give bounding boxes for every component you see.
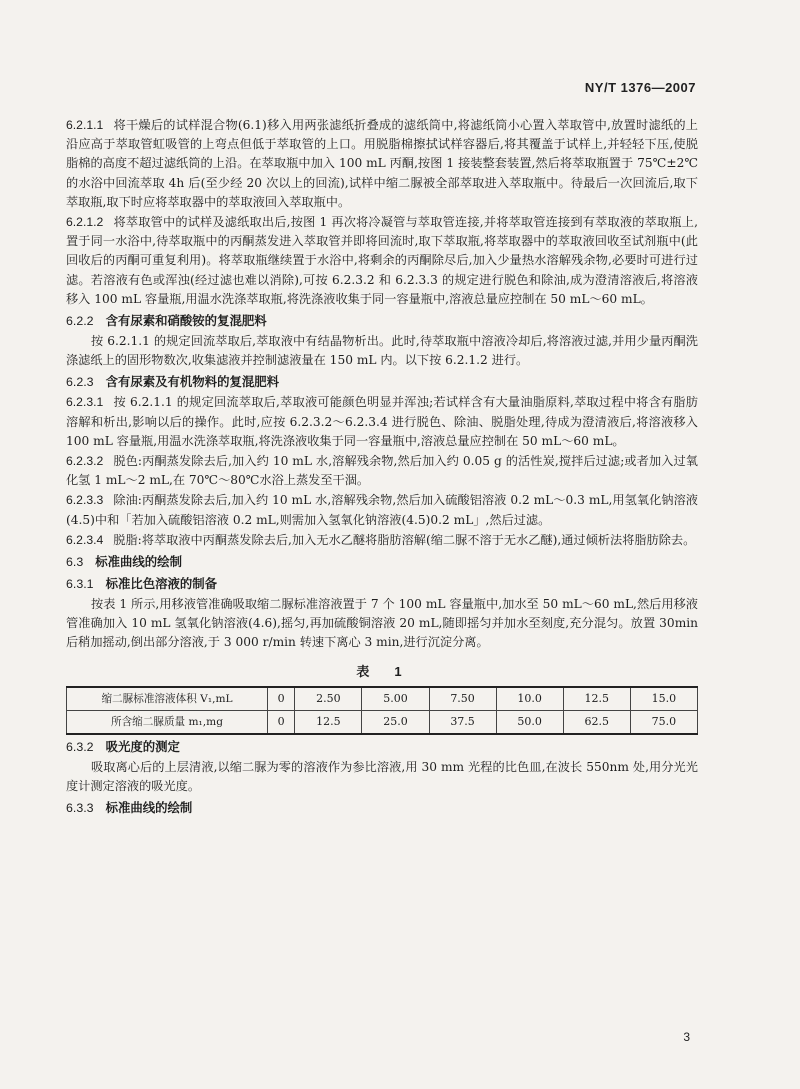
- heading-h63: [66, 552, 698, 572]
- heading-h622: [66, 311, 698, 331]
- heading-number: 6.2.2: [66, 314, 94, 329]
- table-cell: 75.0: [630, 710, 697, 734]
- paragraph-text: 脱色:丙酮蒸发除去后,加入约 10 mL 水,溶解残余物,然后加入约 0.05 g 的活性炭,搅拌后过滤;或者加入过氧化氢 1 mL～2 mL,在 70℃～80℃水浴上蒸发至干涸。: [66, 454, 698, 488]
- heading-title: 含有尿素及有机物料的复混肥料: [105, 375, 280, 390]
- table-cell: 7.50: [429, 687, 496, 711]
- table-cell: 10.0: [496, 687, 563, 711]
- row-header: 缩二脲标准溶液体积 V₁,mL: [67, 687, 268, 711]
- heading-title: 吸光度的测定: [105, 739, 180, 754]
- paragraph-p6234: [66, 531, 698, 550]
- table-cell: 2.50: [295, 687, 362, 711]
- table-cell: 62.5: [563, 710, 630, 734]
- heading-title: 标准比色溶液的制备: [105, 577, 218, 592]
- data-table: [66, 686, 698, 735]
- table-cell: 5.00: [362, 687, 429, 711]
- paragraph-text: 除油:丙酮蒸发除去后,加入约 10 mL 水,溶解残余物,然后加入硫酸铝溶液 0.2 mL～0.3 mL,用氢氧化钠溶液(4.5)中和「若加入硫酸铝溶液 0.2 mL,则需加入氢氧化钠溶液(4.5)0.2 mL」,然后过滤。: [66, 493, 698, 527]
- heading-h623: [66, 372, 698, 392]
- paragraph-text: 脱脂:将萃取液中丙酮蒸发除去后,加入无水乙醚将脂肪溶解(缩二脲不溶于无水乙醚),通过倾析法将脂肪除去。: [113, 532, 696, 547]
- heading-h631: [66, 574, 698, 594]
- clause-number: 6.2.1.2: [66, 215, 104, 230]
- heading-title: 标准曲线的绘制: [95, 555, 182, 570]
- table-cell: 25.0: [362, 710, 429, 734]
- heading-number: 6.3.3: [66, 801, 94, 816]
- paragraph-text: 按 6.2.1.1 的规定回流萃取后,萃取液可能颜色明显并浑浊;若试样含有大量油脂原料,萃取过程中将含有脂肪溶解和析出,影响以后的操作。此时,应按 6.2.3.2～6.2.3.4 进行脱色、除油、脱脂处理,待成为澄清液后,将溶液移入 100 mL 容量瓶,用温水洗涤萃取瓶,将洗涤液收集于同一容量瓶中,溶液总量应控制在 50 mL～60 mL。: [66, 395, 698, 448]
- table-cell: 0: [268, 710, 295, 734]
- document-body: [66, 116, 698, 819]
- clause-number: 6.2.3.1: [66, 395, 104, 410]
- page-number: 3: [683, 1030, 690, 1044]
- heading-number: 6.3.2: [66, 739, 94, 754]
- standard-code: NY/T 1376—2007: [584, 80, 696, 95]
- heading-title: 标准曲线的绘制: [105, 801, 193, 816]
- row-header: 所含缩二脲质量 m₁,mg: [67, 710, 268, 734]
- table-cell: 12.5: [295, 710, 362, 734]
- clause-number: 6.2.3.2: [66, 454, 104, 469]
- table-row: [67, 687, 698, 711]
- paragraph-text: 将干燥后的试样混合物(6.1)移入用两张滤纸折叠成的滤纸筒中,将滤纸筒小心置入萃取管中,放置时滤纸的上沿应高于萃取管虹吸管的上弯点但低于萃取管的上口。用脱脂棉擦拭试样容器后,将其覆盖于试样上,并轻轻下压,使脱脂棉的高度不超过滤纸筒的上沿。在萃取瓶中加入 100 mL 丙酮,按图 1 接装整套装置,然后将萃取瓶置于 75℃±2℃的水浴中回流萃取 4h 后(至少经 20 次以上的回流),试样中缩二脲被全部萃取进入萃取瓶中。待最后一次回流后,取下萃取瓶,取下时应将萃取器中的萃取液回入萃取瓶中。: [66, 118, 698, 209]
- clause-number: 6.2.3.3: [66, 493, 104, 508]
- table-title: 表 1: [356, 663, 408, 679]
- table-cell: 37.5: [429, 710, 496, 734]
- paragraph-p6231: [66, 393, 698, 451]
- heading-number: 6.3.1: [66, 577, 94, 592]
- heading-title: 含有尿素和硝酸铵的复混肥料: [105, 314, 267, 329]
- heading-h632: [66, 737, 698, 757]
- paragraph-p6233: [66, 491, 698, 529]
- heading-number: 6.3: [66, 555, 84, 570]
- heading-h633: [66, 798, 698, 818]
- table-cell: 15.0: [630, 687, 697, 711]
- table-cell: 0: [268, 687, 295, 711]
- paragraph-p631: 按表 1 所示,用移液管准确吸取缩二脲标准溶液置于 7 个 100 mL 容量瓶中,加水至 50 mL～60 mL,然后用移液管准确加入 10 mL 氢氧化钠溶液(4.6),摇匀,再加硫酸铜溶液 20 mL,随即摇匀并加水至刻度,充分混匀。放置 30min 后稍加摇动,倒出部分溶液,于 3 000 r/min 转速下离心 3 min,进行沉淀分离。: [66, 597, 698, 650]
- table-row: [67, 710, 698, 734]
- table-cell: 50.0: [496, 710, 563, 734]
- paragraph-p622: 按 6.2.1.1 的规定回流萃取后,萃取液中有结晶物析出。此时,待萃取瓶中溶液冷却后,将溶液过滤,并用少量丙酮洗涤滤纸上的固形物数次,收集滤液并控制滤液量在 150 mL 内。以下按 6.2.1.2 进行。: [66, 334, 698, 368]
- heading-number: 6.2.3: [66, 375, 94, 390]
- paragraph-p6211: [66, 116, 698, 212]
- paragraph-p632: 吸取离心后的上层清液,以缩二脲为零的溶液作为参比溶液,用 30 mm 光程的比色皿,在波长 550nm 处,用分光光度计测定溶液的吸光度。: [66, 759, 698, 793]
- clause-number: 6.2.1.1: [66, 118, 104, 132]
- paragraph-p6232: [66, 452, 698, 490]
- clause-number: 6.2.3.4: [66, 532, 104, 547]
- paragraph-p6212: [66, 213, 698, 309]
- table-cell: 12.5: [563, 687, 630, 711]
- paragraph-text: 将萃取管中的试样及滤纸取出后,按图 1 再次将冷凝管与萃取管连接,并将萃取管连接到有萃取液的萃取瓶上,置于同一水浴中,待萃取瓶中的丙酮蒸发进入萃取管并即将回流时,取下萃取瓶,将萃取器中的萃取液回收至试剂瓶中(此回收后的丙酮可重复利用)。将萃取瓶继续置于水浴中,将剩余的丙酮除尽后,加入少量热水溶解残余物,必要时可进行过滤。若溶液有色或浑浊(经过滤也难以消除),可按 6.2.3.2 和 6.2.3.3 的规定进行脱色和除油,成为澄清溶液后,将溶液移入 100 mL 容量瓶,用温水洗涤萃取瓶,将洗涤液收集于同一容量瓶中,溶液总量应控制在 50 mL～60 mL。: [66, 215, 698, 306]
